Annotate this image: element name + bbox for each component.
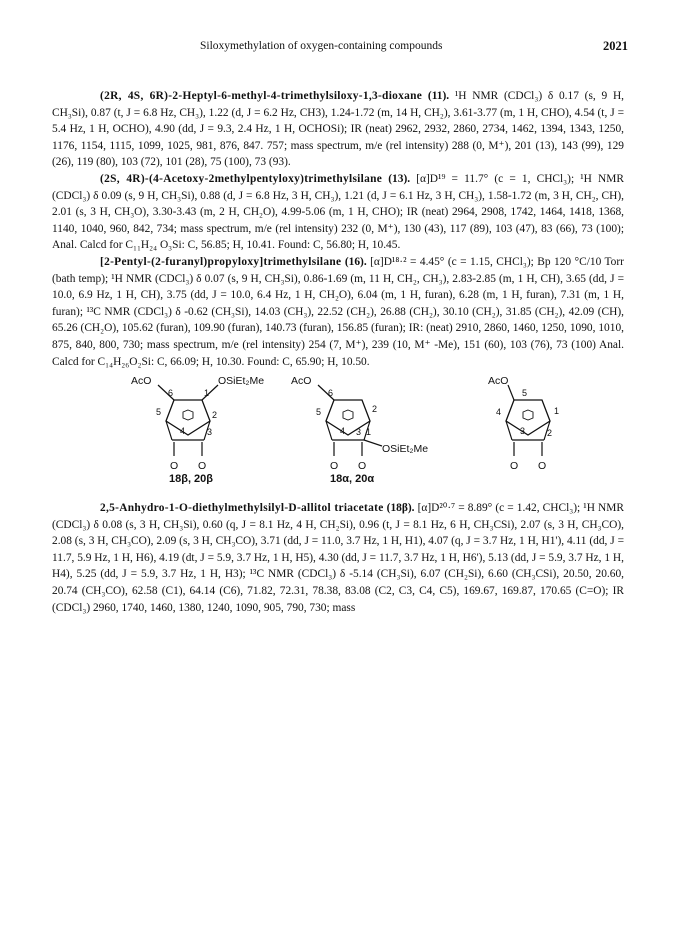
compound-title-16: [2-Pentyl-(2-furanyl)propyloxy]trimethylsilane	[100, 255, 342, 268]
structure-3	[488, 375, 559, 472]
compound-data-13: [α]D¹⁹ = 11.7° (c = 1, CHCl₃); ¹H NMR (CDCl₃) δ 0.09 (s, 9 H, CH₃Si), 0.88 (d, J = 6.8 Hz, 3 H, CH₃), 1.21 (d, J = 6.1 Hz, 3 H, CH₃), 1.58-1.72 (m, 3 H, CH₂, CH), 2.01 (s, 3 H, CH₃O), 3.30-3.43 (m, 2 H, CH₂O), 4.99-5.06 (m, 1 H, CHO); IR (neat) 2964, 2908, 1742, 1464, 1418, 1368, 1140, 1040, 960, 842, 734; mass spectrum, m/e (rel intensity) 232 (0, M⁺), 130 (43), 117 (89), 103 (47), 83 (66), 73 (100); Anal. Calcd for C₁₁H₂₄ O₃Si: C, 56.85; H, 10.41. Found: C, 56.80; H, 10.45.	[52, 172, 624, 252]
page-number: 2021	[603, 39, 628, 53]
locant-6: 6	[328, 388, 334, 399]
structure-18beta	[131, 375, 264, 484]
compound-entry-13	[52, 171, 624, 254]
locant-1: 1	[366, 427, 372, 438]
locant-4: 4	[340, 426, 346, 437]
aco-label: AcO	[131, 375, 152, 388]
silyl-ether-label: OSiEt₂Me	[218, 375, 265, 388]
locant-3: 3	[207, 427, 213, 438]
experimental-text	[52, 88, 624, 616]
oxygen-label: O	[198, 460, 207, 473]
compound-entry-16	[52, 254, 624, 370]
running-head	[0, 40, 680, 56]
compound-data-16: [α]D¹⁸·² = 4.45° (c = 1.15, CHCl₃); Bp 120 °C/10 Torr (bath temp); ¹H NMR (CDCl₃) δ 0.07 (s, 9 H, CH₃Si), 0.86-1.69 (m, 11 H, CH₂, CH₃), 2.83-2.85 (m, 1 H, CH), 3.65 (dd, J = 10.0, 6.9 Hz, 1 H, CH), 3.75 (dd, J = 10.0, 6.4 Hz, 1 H, CH₂O), 6.04 (m, 1 H, furan), 6.28 (m, 1 H, furan), 7.31 (m, 1 H, furan); ¹³C NMR (CDCl₃) δ -0.62 (CH₃Si), 14.03 (CH₃), 22.52 (CH₂), 26.88 (CH₂), 30.10 (CH₂), 31.85 (CH₂), 42.09 (CH), 65.26 (CH₂O), 105.62 (furan), 109.90 (furan), 140.73 (furan), 156.85 (furan); IR: (neat) 2910, 2860, 1460, 1250, 1090, 1010, 875, 840, 800, 730; mass spectrum, m/e (rel intensity) 254 (7, M⁺), 239 (10, M⁺ -Me), 151 (60), 103 (76), 73 (100) Anal. Calcd for C₁₄H₂₆O₂Si: C, 66.09; H, 10.30. Found: C, 65.90; H, 10.50.	[52, 255, 624, 368]
structure-18alpha	[291, 375, 428, 484]
oxygen-label: O	[330, 460, 339, 473]
locant-5: 5	[522, 388, 528, 399]
oxygen-label: O	[358, 460, 367, 473]
locant-5: 5	[316, 407, 322, 418]
compound-number-18beta: (18β).	[386, 502, 415, 515]
aco-label: AcO	[488, 375, 509, 388]
locant-3: 3	[520, 426, 526, 437]
compound-label-18alpha: 18α, 20α	[330, 473, 375, 485]
running-title: Siloxymethylation of oxygen-containing compounds	[200, 40, 443, 52]
compound-number-13: (13).	[388, 172, 411, 185]
locant-2: 2	[212, 410, 218, 421]
locant-2: 2	[547, 428, 553, 439]
oxygen-label: O	[538, 460, 547, 473]
locant-4: 4	[496, 407, 502, 418]
compound-entry-11	[52, 88, 624, 171]
compound-number-16: (16).	[344, 255, 367, 268]
structure-figure	[52, 372, 624, 484]
oxygen-label: O	[170, 460, 179, 473]
compound-entry-18beta	[52, 500, 624, 616]
locant-5: 5	[156, 407, 162, 418]
compound-title-18beta: 2,5-Anhydro-1-O-diethylmethylsilyl-D-allitol triacetate	[100, 502, 384, 515]
compound-number-11: (11).	[427, 90, 450, 102]
locant-1: 1	[554, 406, 560, 417]
aco-label: AcO	[291, 375, 312, 388]
locant-1: 1	[204, 388, 210, 399]
compound-title-13: (2S, 4R)-(4-Acetoxy-2methylpentyloxy)trimethylsilane	[100, 172, 383, 185]
compound-data-11: ¹H NMR (CDCl₃) δ 0.17 (s, 9 H, CH₃Si), 0.87 (t, J = 6.8 Hz, CH₃), 1.22 (d, J = 6.2 Hz, CH3), 1.24-1.72 (m, 14 H, CH₂), 3.61-3.77 (m, 1 H, CHO), 4.54 (t, J = 5.4 Hz, 1 H, OCHO), 4.90 (dd, J = 9.3, 2.4 Hz, 1 H, OCHOSi); IR (neat) 2962, 2932, 2860, 2734, 1462, 1394, 1343, 1250, 1176, 1154, 1115, 1099, 1025, 981, 876, 847. 757; mass spectrum, m/e (rel intensity) 288 (0, M⁺), 201 (13), 143 (99), 129 (26), 119 (80), 103 (72), 101 (28), 75 (100), 73 (93).	[52, 90, 625, 169]
compound-title-11: (2R, 4S, 6R)-2-Heptyl-6-methyl-4-trimethylsiloxy-1,3-dioxane	[100, 90, 423, 102]
locant-2: 2	[372, 404, 378, 415]
silyl-ether-label: OSiEt₂Me	[382, 443, 429, 456]
locant-3: 3	[356, 427, 362, 438]
locant-6: 6	[168, 388, 174, 399]
locant-4: 4	[180, 426, 186, 437]
compound-data-18beta: [α]D²⁰·⁷ = 8.89° (c = 1.42, CHCl₃); ¹H NMR (CDCl₃) δ 0.08 (s, 3 H, CH₃Si), 0.60 (q, J = 8.1 Hz, 4 H, CH₂Si), 0.96 (t, J = 8.1 Hz, 6 H, CH₃CSi), 2.07 (s, 3 H, CH₃CO), 2.08 (s, 3 H, CH₃CO), 2.09 (s, 3 H, CH₃CO), 3.71 (dd, J = 11.0, 3.7 Hz, 1 H, H1), 4.07 (q, J = 3.7 Hz, 1 H, H1'), 4.11 (dd, J = 11.7, 5.9 Hz, 1 H, H6), 4.19 (dt, J = 5.9, 3.7 Hz, 1 H, H5), 4.30 (dd, J = 11.7, 3.7 Hz, 1 H, H6'), 5.13 (dd, J = 5.9, 3.7 Hz, 1 H, H4), 5.25 (dd, J = 5.9, 3.7 Hz, 1 H, H3); ¹³C NMR (CDCl₃) δ -5.14 (CH₃Si), 6.07 (CH₂Si), 6.60 (CH₃CSi), 20.50, 20.60, 20.74 (CH₃CO), 62.58 (C1), 64.14 (C6), 71.82, 72.31, 78.38, 83.08 (C2, C3, C4, C5), 169.67, 169.87, 170.65 (C=O); IR (CDCl₃) 2960, 1740, 1460, 1380, 1240, 1090, 905, 790, 730; mass	[52, 502, 624, 614]
compound-label-18beta: 18β, 20β	[169, 473, 214, 485]
oxygen-label: O	[510, 460, 519, 473]
structure-svg	[52, 372, 624, 484]
